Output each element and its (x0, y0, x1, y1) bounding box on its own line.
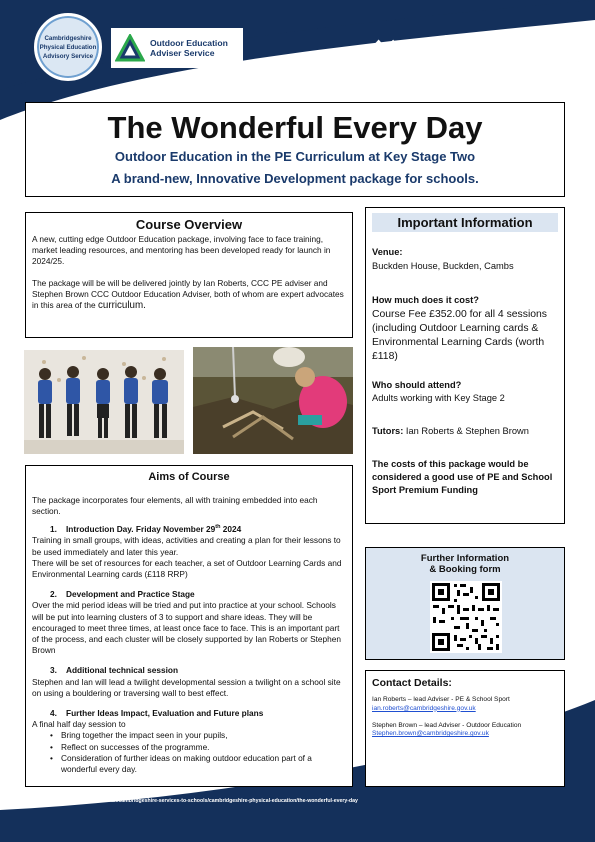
subtitle-package: A brand-new, Innovative Development package for schools. (111, 171, 479, 186)
step-4-bullets (32, 730, 346, 775)
funding-note: The costs of this package would be considered a good use of PE and School Sport Premium Funding (372, 459, 553, 495)
further-line1: Further Information (420, 553, 510, 564)
step-4-title-text: Further Ideas Impact, Evaluation and Future plans (66, 708, 264, 719)
oeas-line2: Adviser Service (150, 48, 215, 58)
overview-para2 (32, 278, 346, 311)
course-overview-box (25, 212, 353, 338)
further-information-box (365, 547, 565, 660)
important-heading: Important Information (372, 213, 558, 232)
step-3-number: 3. (50, 665, 57, 676)
step-1-number: 1. (50, 524, 57, 535)
important-information-box (365, 207, 565, 524)
outdoor-activity-photo (193, 347, 353, 454)
overview-heading: Course Overview (135, 217, 243, 232)
triangle-logo-icon (115, 34, 145, 62)
logo-line3: Advisory Service (42, 52, 94, 60)
step-1-text1: Training in small groups, with ideas, activities and creating a plan for their lessons to be used immediately and later this year. (32, 535, 341, 557)
tutors-line (372, 425, 558, 438)
stephen-email-link[interactable]: Stephen.brown@cambridgeshire.gov.uk (372, 730, 489, 737)
tutors-label: Tutors: (372, 426, 404, 436)
contact-stephen: Stephen Brown – lead Adviser - Outdoor Education (372, 721, 522, 729)
pe-advisory-logo (34, 13, 102, 81)
step-3-title (32, 665, 346, 676)
overview-para2-end: curriculum. (97, 300, 146, 311)
page-title: The Wonderful Every Day (107, 110, 483, 145)
step-1-title-text: Introduction Day. Friday November 29 (66, 524, 216, 535)
step-1-title (32, 522, 346, 535)
council-line1: Cambridgeshire (439, 32, 578, 54)
subtitle-curriculum: Outdoor Education in the PE Curriculum at Key Stage Two (114, 149, 476, 164)
aims-intro: The package incorporates four elements, all with training embedded into each section. (32, 495, 318, 517)
cost-value: Course Fee £352.00 for all 4 sessions (including Outdoor Learning cards & Environmental Learning Cards (worth £118) (372, 309, 548, 362)
overview-para1: A new, cutting edge Outdoor Education package, involving face to face training, market leading resources, and mentoring has been developed ready for launch in 2024/25. (32, 234, 331, 266)
logo-line2: Physical Education (39, 43, 97, 51)
list-item: • Consideration of further ideas on making outdoor education part of a wonderful every day. (50, 753, 346, 775)
step-1-sup: th (215, 524, 221, 531)
step-1-text2: There will be set of resources for each teacher, a set of Outdoor Learning Cards and Environmental Learning cards (£118 RRP) (32, 557, 342, 579)
step-4-number: 4. (50, 708, 57, 719)
climbing-wall-photo (24, 350, 184, 454)
step-2-number: 2. (50, 589, 57, 600)
contact-ian: Ian Roberts – lead Adviser - PE & School Sport (372, 696, 510, 703)
contact-details-box (365, 670, 565, 787)
ian-email-link[interactable]: ian.roberts@cambridgeshire.gov.uk (372, 704, 476, 712)
step-4-title (32, 708, 346, 719)
step-3-text: Stephen and Ian will lead a twilight developmental session a twilight on a school site on using a bouldering or traversing wall to best effect. (32, 676, 341, 698)
attend-value: Adults working with Key Stage 2 (372, 393, 505, 403)
aims-of-course-box (25, 465, 353, 787)
venue-value: Buckden House, Buckden, Cambs (372, 261, 514, 271)
step-3-title-text: Additional technical session (66, 665, 179, 676)
list-item: • Bring together the impact seen in your pupils, (50, 730, 346, 741)
contact-heading: Contact Details: (372, 677, 452, 689)
step-1-year: 2024 (220, 524, 242, 535)
council-wave-icon (368, 36, 432, 70)
council-line2: County Council (439, 52, 573, 74)
list-item: • Reflect on successes of the programme. (50, 742, 346, 753)
step-2-text: Over the mid period ideas will be tried and put into practice at your school. Schools will be put into learning clusters of 3 to support and share ideas. They will be encouraged to meet three times, at least once face to face. This is an important part of the process, and each cluster will be closely supported by Ian Roberts or Stephen Brown (32, 600, 342, 656)
tutors-value: Ian Roberts & Stephen Brown (403, 426, 529, 436)
step-2-title (32, 589, 346, 600)
step-2-title-text: Development and Practice Stage (66, 589, 195, 600)
further-line2: & Booking form (429, 564, 501, 575)
cost-label: How much does it cost? (372, 295, 479, 305)
venue-label: Venue: (372, 247, 403, 257)
attend-label: Who should attend? (372, 380, 462, 390)
step-4-text: A final half day session to (32, 719, 126, 730)
footer-url-link[interactable]: https://www.cambslearntogether.co.uk/cambridgeshire-services-to-schools/cambridgeshire-physical-education/the-wonderful-every-day (22, 798, 358, 804)
logo-line1: Cambridgeshire (44, 34, 92, 42)
oeas-line1: Outdoor Education (150, 38, 228, 48)
overview-para2-text: The package will be will be delivered jointly by Ian Roberts, CCC PE adviser and Stephen Brown CCC Outdoor Education Adviser, both of whom are expert advocates in this area of the (32, 278, 344, 310)
title-box (25, 102, 565, 197)
aims-heading: Aims of Course (148, 471, 230, 483)
county-council-logo (368, 30, 578, 76)
outdoor-education-logo (111, 28, 243, 68)
booking-qr-code[interactable] (430, 581, 502, 653)
